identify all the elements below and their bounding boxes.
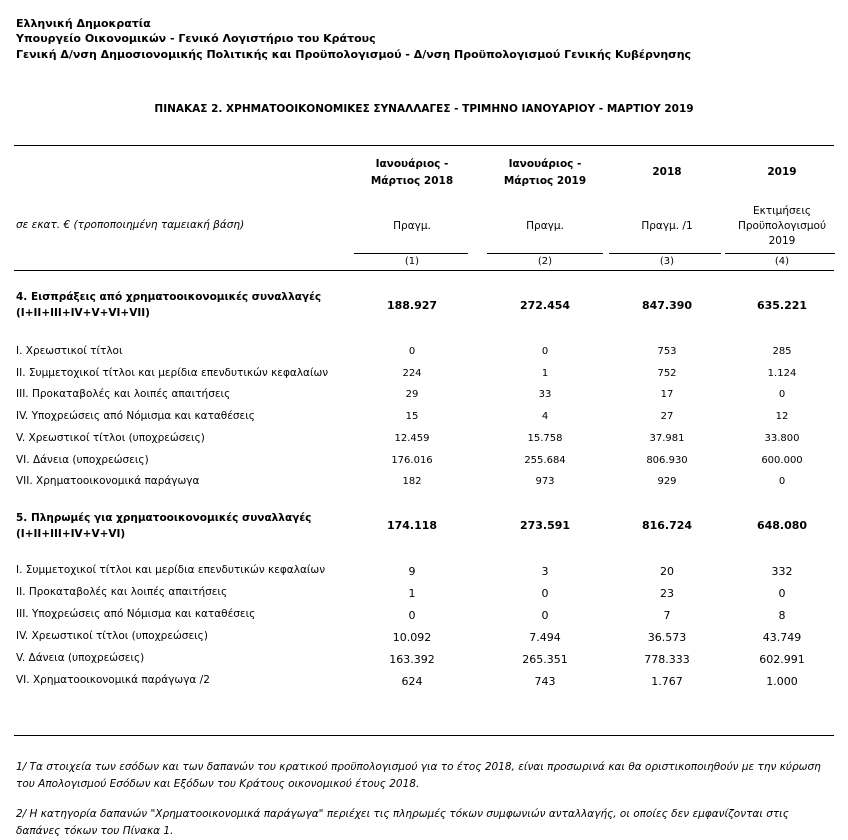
table-cell-col4: 12 (775, 411, 789, 423)
table-cell-col4: 285 (772, 346, 792, 357)
col4-sub1: Εκτιμήσεις (752, 205, 812, 217)
table-cell-col4: 602.991 (759, 653, 805, 666)
table-row-label: I. Χρεωστικοί τίτλοι (16, 345, 123, 357)
table-row-label: IV. Χρεωστικοί τίτλοι (υποχρεώσεις) (16, 630, 208, 642)
table-cell-col2: 743 (534, 675, 556, 688)
table-cell-col2: 255.684 (524, 454, 566, 466)
table-row-label: VI. Χρηματοοικονομικά παράγωγα /2 (16, 674, 210, 686)
col2-head1: Ιανουάριος - (508, 158, 582, 170)
table-cell-col1: 0 (408, 346, 416, 357)
table-cell-col3: 36.573 (647, 631, 687, 644)
section5-total-col4: 648.080 (756, 519, 808, 532)
section5-total-col1: 174.118 (386, 519, 438, 532)
table-cell-col2: 4 (541, 411, 549, 423)
table-cell-col3: 7 (663, 609, 671, 622)
table-cell-col1: 12.459 (394, 432, 430, 444)
table-cell-col3: 17 (660, 389, 674, 401)
table-top-rule (14, 145, 834, 146)
table-cell-col4: 43.749 (762, 631, 802, 644)
col3-number: (3) (659, 256, 675, 267)
table-cell-col2: 15.758 (527, 432, 563, 444)
table-cell-col3: 37.981 (649, 432, 685, 444)
table-row-label: VI. Δάνεια (υποχρεώσεις) (16, 453, 149, 466)
table-cell-col1: 9 (408, 565, 416, 578)
table-cell-col1: 0 (408, 609, 416, 622)
table-cell-col3: 806.930 (646, 454, 688, 466)
col4-head1: 2019 (767, 166, 797, 178)
ministry-header-line1: Ελληνική Δημοκρατία (16, 17, 151, 30)
table-cell-col2: 0 (541, 346, 549, 357)
table-bottom-rule (14, 735, 834, 736)
table-cell-col4: 8 (778, 609, 786, 622)
table-cell-col1: 182 (402, 476, 422, 488)
col3-sub: Πραγμ. /1 (641, 220, 693, 232)
col4-sub2: Προϋπολογισμού (737, 220, 827, 232)
col1-rule (354, 253, 468, 254)
footnote-1: 1/ Τα στοιχεία των εσόδων και των δαπανών του κρατικού προϋπολογισμού για το έτος 2018, είναι προσωρινά και θα οριστικοποιηθούν με την κύρωση του Απολογισμού Εσόδων και Εξόδων του Κράτους οικονομικού έτους 2018. (16, 761, 821, 790)
header-bottom-rule (14, 270, 834, 271)
col4-number: (4) (774, 256, 790, 267)
table-row-label: IV. Υποχρεώσεις από Νόμισμα και καταθέσεις (16, 410, 255, 423)
section4-label: 4. Εισπράξεις από χρηματοοικονομικές συναλλαγές (16, 291, 322, 303)
footnote-2: 2/ Η κατηγορία δαπανών "Χρηματοοικονομικά παράγωγα" περιέχει τις πληρωμές τόκων συμφωνιών ανταλλαγής, οι οποίες δεν εμφανίζονται στις δαπάνες τόκων του Πίνακα 1. (16, 808, 789, 837)
ministry-header-line3: Γενική Δ/νση Δημοσιονομικής Πολιτικής και Προϋπολογισμού - Δ/νση Προϋπολογισμού Γενικής Κυβέρνησης (16, 48, 692, 61)
table-row-label: II. Προκαταβολές και λοιπές απαιτήσεις (16, 586, 228, 598)
table-row-label: II. Συμμετοχικοί τίτλοι και μερίδια επενδυτικών κεφαλαίων (16, 366, 329, 379)
table-cell-col2: 1 (541, 367, 549, 379)
table-row-label: III. Προκαταβολές και λοιπές απαιτήσεις (16, 388, 231, 401)
table-cell-col3: 929 (657, 476, 677, 488)
col1-sub: Πραγμ. (393, 220, 431, 232)
unit-label: σε εκατ. € (τροποποιημένη ταμειακή βάση) (16, 219, 245, 231)
table-row-label: I. Συμμετοχικοί τίτλοι και μερίδια επενδυτικών κεφαλαίων (16, 564, 326, 576)
table-cell-col1: 29 (405, 389, 419, 401)
col2-head2: Μάρτιος 2019 (503, 175, 587, 187)
table-cell-col1: 15 (405, 411, 419, 423)
col1-number: (1) (404, 256, 420, 267)
section4-total-col2: 272.454 (519, 299, 571, 312)
table-cell-col4: 33.800 (764, 432, 800, 444)
table-cell-col1: 163.392 (389, 653, 435, 666)
section4-total-col3: 847.390 (641, 299, 693, 312)
table-cell-col4: 0 (778, 587, 786, 600)
section5-total-col2: 273.591 (519, 519, 571, 532)
col4-sub3: 2019 (768, 235, 796, 247)
table-cell-col3: 27 (660, 411, 674, 423)
ministry-header-line2: Υπουργείο Οικονομικών - Γενικό Λογιστήριο του Κράτους (16, 32, 376, 45)
table-cell-col2: 0 (541, 587, 549, 600)
table-cell-col2: 973 (535, 476, 555, 488)
table-cell-col2: 0 (541, 609, 549, 622)
section4-total-col1: 188.927 (386, 299, 438, 312)
table-cell-col3: 1.767 (651, 675, 683, 688)
table-cell-col4: 0 (778, 476, 786, 488)
section5-label: 5. Πληρωμές για χρηματοοικονομικές συναλλαγές (16, 512, 312, 524)
table-cell-col2: 3 (541, 565, 549, 578)
col3-head1: 2018 (652, 166, 682, 178)
section5-formula: (I+II+III+IV+V+VI) (16, 528, 126, 540)
table-cell-col3: 23 (660, 587, 674, 600)
table-row-label: V. Δάνεια (υποχρεώσεις) (16, 652, 145, 664)
col1-head1: Ιανουάριος - (375, 158, 449, 170)
table-row-label: V. Χρεωστικοί τίτλοι (υποχρεώσεις) (16, 431, 205, 444)
table-row-label: III. Υποχρεώσεις από Νόμισμα και καταθέσεις (16, 608, 256, 620)
table-cell-col2: 7.494 (529, 631, 561, 644)
section5-total-col3: 816.724 (641, 519, 693, 532)
table-cell-col3: 20 (660, 565, 674, 578)
table-cell-col4: 600.000 (761, 454, 803, 466)
table-cell-col4: 0 (778, 389, 786, 401)
table-cell-col1: 10.092 (392, 631, 432, 644)
col2-number: (2) (537, 256, 553, 267)
section4-total-col4: 635.221 (756, 299, 808, 312)
col2-sub: Πραγμ. (526, 220, 564, 232)
col2-rule (487, 253, 603, 254)
section4-formula: (I+II+III+IV+V+VI+VII) (16, 307, 150, 319)
table-cell-col1: 624 (401, 675, 423, 688)
table-cell-col3: 753 (657, 346, 677, 357)
table-cell-col3: 778.333 (644, 653, 690, 666)
table-cell-col1: 224 (402, 367, 422, 379)
col3-rule (609, 253, 721, 254)
table-cell-col3: 752 (657, 367, 677, 379)
table-cell-col2: 33 (538, 389, 552, 401)
table-cell-col4: 1.124 (767, 367, 797, 379)
table-cell-col4: 1.000 (766, 675, 798, 688)
table-cell-col1: 1 (408, 587, 416, 600)
table-cell-col2: 265.351 (522, 653, 568, 666)
table-row-label: VII. Χρηματοοικονομικά παράγωγα (16, 475, 200, 488)
col1-head2: Μάρτιος 2018 (370, 175, 454, 187)
table-cell-col1: 176.016 (391, 454, 433, 466)
table-title: ΠΙΝΑΚΑΣ 2. ΧΡΗΜΑΤΟΟΙΚΟΝΟΜΙΚΕΣ ΣΥΝΑΛΛΑΓΕΣ - ΤΡΙΜΗΝΟ ΙΑΝΟΥΑΡΙΟΥ - ΜΑΡΤΙΟΥ 2019 (154, 103, 694, 115)
col4-rule (725, 253, 835, 254)
table-cell-col4: 332 (771, 565, 793, 578)
